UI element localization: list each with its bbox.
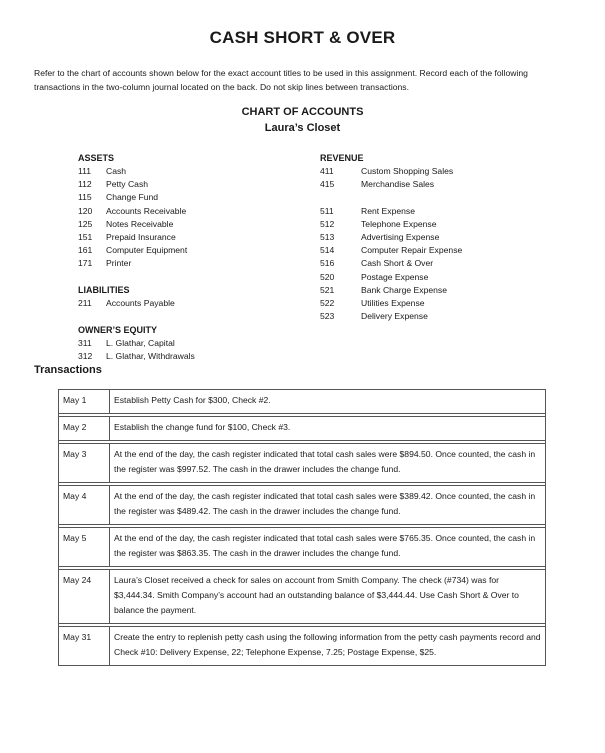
transaction-row <box>59 486 546 525</box>
account-number: 512 <box>320 218 335 229</box>
account-number: 312 <box>78 351 93 362</box>
account-row <box>78 257 187 270</box>
liabilities-heading: LIABILITIES <box>78 285 130 295</box>
account-title: L. Glathar, Withdrawals <box>106 351 195 362</box>
transaction-description: Establish Petty Cash for $300, Check #2. <box>110 390 546 414</box>
account-row <box>320 271 462 284</box>
equity-heading: OWNER’S EQUITY <box>78 325 158 335</box>
account-number: 112 <box>78 179 92 190</box>
company-name: Laura’s Closet <box>264 122 341 134</box>
account-row <box>78 205 187 218</box>
transaction-row <box>59 444 546 483</box>
account-title: Change Fund <box>106 192 159 203</box>
account-row <box>320 284 462 297</box>
account-title: L. Glathar, Capital <box>106 338 175 348</box>
account-title: Bank Charge Expense <box>361 284 447 295</box>
revenue-list <box>320 165 462 191</box>
account-title: Custom Shopping Sales <box>361 166 454 176</box>
transactions-heading: Transactions <box>34 364 102 376</box>
equity-list <box>78 337 195 363</box>
page-title: CASH SHORT & OVER <box>209 28 396 47</box>
account-number: 520 <box>320 271 335 282</box>
account-number: 415 <box>320 179 335 190</box>
transaction-date: May 24 <box>59 570 110 624</box>
account-number: 111 <box>78 166 92 176</box>
transaction-description: Create the entry to replenish petty cash using the following information from the petty cash payments record and Check #10: Delivery Expense, 22; Telephone Expense, 7.25; Postage Expense, $25. <box>110 627 546 666</box>
transaction-row <box>59 528 546 567</box>
account-number: 513 <box>320 232 335 242</box>
transaction-row <box>59 570 546 624</box>
account-row <box>78 244 187 257</box>
account-title: Petty Cash <box>106 179 149 190</box>
liabilities-list <box>78 297 175 310</box>
account-title: Delivery Expense <box>361 311 428 322</box>
transaction-date: May 5 <box>59 528 110 567</box>
transaction-date: May 4 <box>59 486 110 525</box>
account-row <box>320 178 462 191</box>
account-title: Merchandise Sales <box>361 179 435 190</box>
account-title: Computer Repair Expense <box>361 245 463 256</box>
account-row <box>320 231 462 244</box>
revenue-section <box>320 152 462 323</box>
account-number: 521 <box>320 284 335 295</box>
transaction-date: May 3 <box>59 444 110 483</box>
assets-heading: ASSETS <box>78 153 115 163</box>
account-number: 120 <box>78 205 93 216</box>
transaction-description: At the end of the day, the cash register indicated that total cash sales were $765.35. Once counted, the cash in the register was $863.35. The cash in the drawer includes the change fund. <box>110 528 546 567</box>
account-row <box>78 218 187 231</box>
revenue-heading: REVENUE <box>320 153 364 163</box>
transaction-date: May 31 <box>59 627 110 666</box>
account-number: 514 <box>320 245 335 256</box>
account-title: Cash <box>106 166 127 176</box>
assets-section <box>78 152 187 271</box>
equity-section <box>78 324 195 363</box>
account-title: Printer <box>106 258 132 269</box>
account-row <box>320 218 462 231</box>
assets-list <box>78 165 187 271</box>
transaction-description: At the end of the day, the cash register indicated that total cash sales were $389.42. Once counted, the cash in the register was $489.42. The cash in the drawer includes the change fund. <box>110 486 546 525</box>
account-row <box>78 165 187 178</box>
transaction-row <box>59 390 546 414</box>
account-row <box>78 178 187 191</box>
account-title: Rent Expense <box>361 205 415 216</box>
liabilities-section <box>78 284 175 310</box>
transaction-row <box>59 417 546 441</box>
account-row <box>78 337 195 350</box>
account-number: 125 <box>78 218 93 229</box>
chart-heading: CHART OF ACCOUNTS <box>241 106 364 118</box>
account-row <box>320 297 462 310</box>
transaction-description: Establish the change fund for $100, Check #3. <box>110 417 546 441</box>
account-title: Computer Equipment <box>106 245 188 256</box>
account-number: 161 <box>78 245 93 256</box>
account-title: Prepaid Insurance <box>106 232 176 243</box>
instructions: Refer to the chart of accounts shown below for the exact account titles to be used in this assignment. Record each of the following transactions in the two-column journal located on the back. Do not skip lines between transactions. <box>34 68 528 92</box>
transaction-date: May 2 <box>59 417 110 441</box>
account-row <box>320 257 462 270</box>
account-number: 151 <box>78 232 93 243</box>
transactions-table <box>58 389 546 666</box>
account-row <box>78 350 195 363</box>
transaction-description: At the end of the day, the cash register indicated that total cash sales were $894.50. Once counted, the cash in the register was $997.52. The cash in the drawer includes the change fund. <box>110 444 546 483</box>
account-number: 311 <box>78 338 92 348</box>
transaction-row <box>59 627 546 666</box>
account-number: 411 <box>320 166 334 176</box>
account-number: 522 <box>320 298 335 309</box>
account-number: 211 <box>78 298 92 308</box>
account-title: Accounts Payable <box>106 298 175 308</box>
account-title: Accounts Receivable <box>106 205 187 216</box>
account-row <box>320 205 462 218</box>
account-title: Postage Expense <box>361 271 429 282</box>
account-row <box>78 297 175 310</box>
transaction-date: May 1 <box>59 390 110 414</box>
account-title: Notes Receivable <box>106 218 174 229</box>
account-title: Utilities Expense <box>361 298 425 309</box>
account-number: 516 <box>320 258 335 269</box>
account-number: 171 <box>78 258 93 269</box>
account-number: 523 <box>320 311 335 322</box>
expense-list <box>320 205 462 324</box>
transaction-description: Laura’s Closet received a check for sales on account from Smith Company. The check (#734) was for $3,444.34. Smith Company’s account had an outstanding balance of $3,444.44. Use Cash Short & Over to balance the payment. <box>110 570 546 624</box>
account-title: Advertising Expense <box>361 232 440 242</box>
account-number: 511 <box>320 205 334 216</box>
account-title: Cash Short & Over <box>361 258 434 269</box>
account-row <box>78 231 187 244</box>
account-row <box>320 310 462 323</box>
account-row <box>320 244 462 257</box>
account-title: Telephone Expense <box>361 218 437 229</box>
account-row <box>78 191 187 204</box>
account-number: 115 <box>78 192 92 203</box>
account-row <box>320 165 462 178</box>
